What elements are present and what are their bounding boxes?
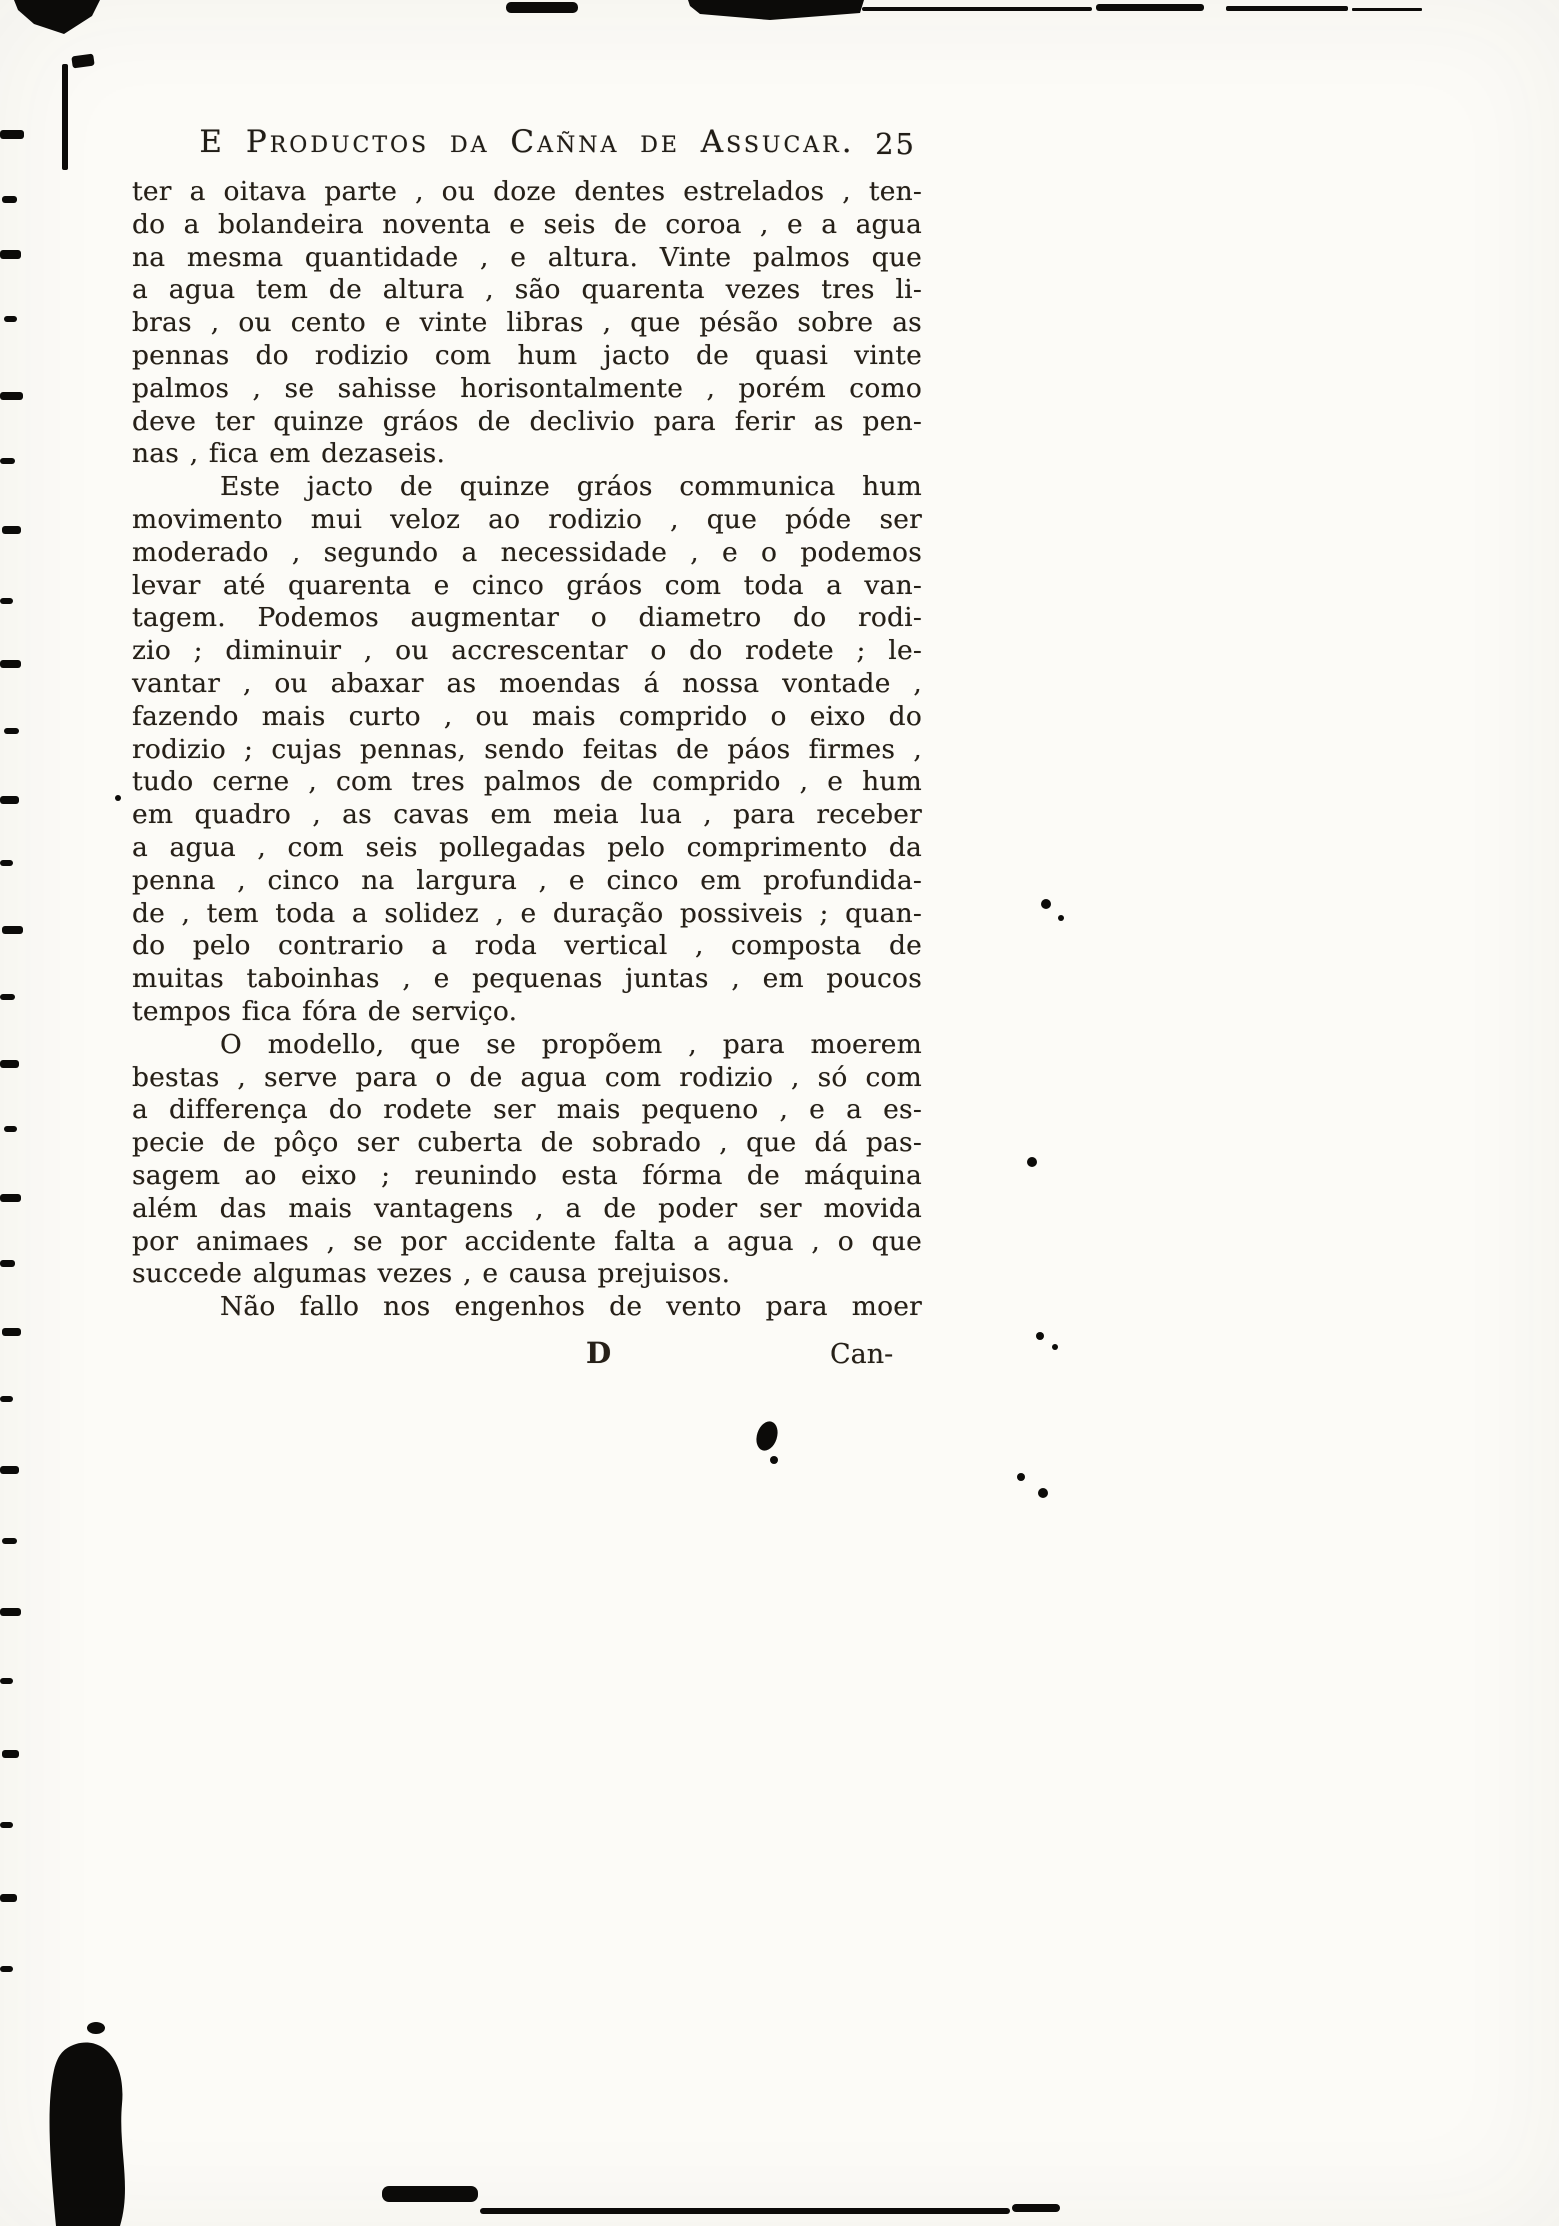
bottom-left-blob (50, 2022, 125, 2226)
text-line: vantar , ou abaxar as moendas á nossa vontade , (132, 667, 922, 699)
text-line: na mesma quantidade , e altura. Vinte palmos que (132, 241, 922, 273)
text-line: muitas taboinhas , e pequenas juntas , em poucos (132, 963, 922, 995)
text-line: a differença do rodete ser mais pequeno , e a es- (132, 1094, 922, 1126)
text-line: palmos , se sahisse horisontalmente , porém como (132, 372, 922, 404)
text-line: fazendo mais curto , ou mais comprido o eixo do (132, 700, 922, 732)
text-line: Não fallo nos engenhos de vento para moer (220, 1291, 922, 1323)
text-line: do pelo contrario a roda vertical , composta de (132, 930, 922, 962)
text-line: a agua , com seis pollegadas pelo comprimento da (132, 831, 922, 863)
page-header (132, 124, 922, 160)
text-line: em quadro , as cavas em meia lua , para receber (132, 799, 922, 831)
text-line: levar até quarenta e cinco gráos com toda a van- (132, 569, 922, 601)
bottom-edge-marks (382, 2186, 1060, 2214)
signature-mark: D (586, 1336, 613, 1370)
text-line: Este jacto de quinze gráos communica hum (220, 471, 922, 503)
text-line: pennas do rodizio com hum jacto de quasi vinte (132, 339, 922, 371)
running-title: E Productos da Cañna de Assucar. (199, 124, 855, 160)
left-margin-bar (62, 64, 68, 170)
page-footer (132, 1336, 922, 1380)
text-line: deve ter quinze gráos de declivio para ferir as pen- (132, 405, 922, 437)
text-line: movimento mui veloz ao rodizio , que póde ser (132, 503, 922, 535)
text-line: bras , ou cento e vinte libras , que pésão sobre as (132, 307, 922, 339)
text-line: bestas , serve para o de agua com rodizio , só com (132, 1061, 922, 1093)
top-edge-marks (14, 0, 1422, 34)
text-line: pecie de pôço ser cuberta de sobrado , que dá pas- (132, 1127, 922, 1159)
text-line: zio ; diminuir , ou accrescentar o do rodete ; le- (132, 635, 922, 667)
text-line: além das mais vantagens , a de poder ser movida (132, 1192, 922, 1224)
left-edge-marks (0, 130, 24, 1972)
text-line: succede algumas vezes , e causa prejuisos. (132, 1258, 731, 1290)
text-line: de , tem toda a solidez , e duração possiveis ; quan- (132, 897, 922, 929)
text-line: sagem ao eixo ; reunindo esta fórma de máquina (132, 1159, 922, 1191)
page-number: 25 (875, 127, 916, 161)
text-line: nas , fica em dezaseis. (132, 438, 446, 470)
text-line: do a bolandeira noventa e seis de coroa , e a agua (132, 208, 922, 240)
text-line: moderado , segundo a necessidade , e o podemos (132, 536, 922, 568)
text-line: a agua tem de altura , são quarenta vezes tres li- (132, 274, 922, 306)
text-line: rodizio ; cujas pennas, sendo feitas de páos firmes , (132, 733, 922, 765)
ink-blot-center (753, 1419, 781, 1464)
text-line: O modello, que se propõem , para moerem (220, 1028, 922, 1060)
text-line: ter a oitava parte , ou doze dentes estrelados , ten- (132, 176, 922, 207)
left-margin-mark (71, 54, 94, 69)
text-line: por animaes , se por accidente falta a agua , o que (132, 1225, 922, 1257)
catchword: Can- (830, 1339, 894, 1370)
text-line: tempos fica fóra de serviço. (132, 995, 518, 1027)
text-line: tudo cerne , com tres palmos de comprido , e hum (132, 766, 922, 798)
text-line: tagem. Podemos augmentar o diametro do rodi- (132, 602, 922, 634)
text-line: penna , cinco na largura , e cinco em profundida- (132, 864, 922, 896)
body-text (132, 176, 922, 1324)
